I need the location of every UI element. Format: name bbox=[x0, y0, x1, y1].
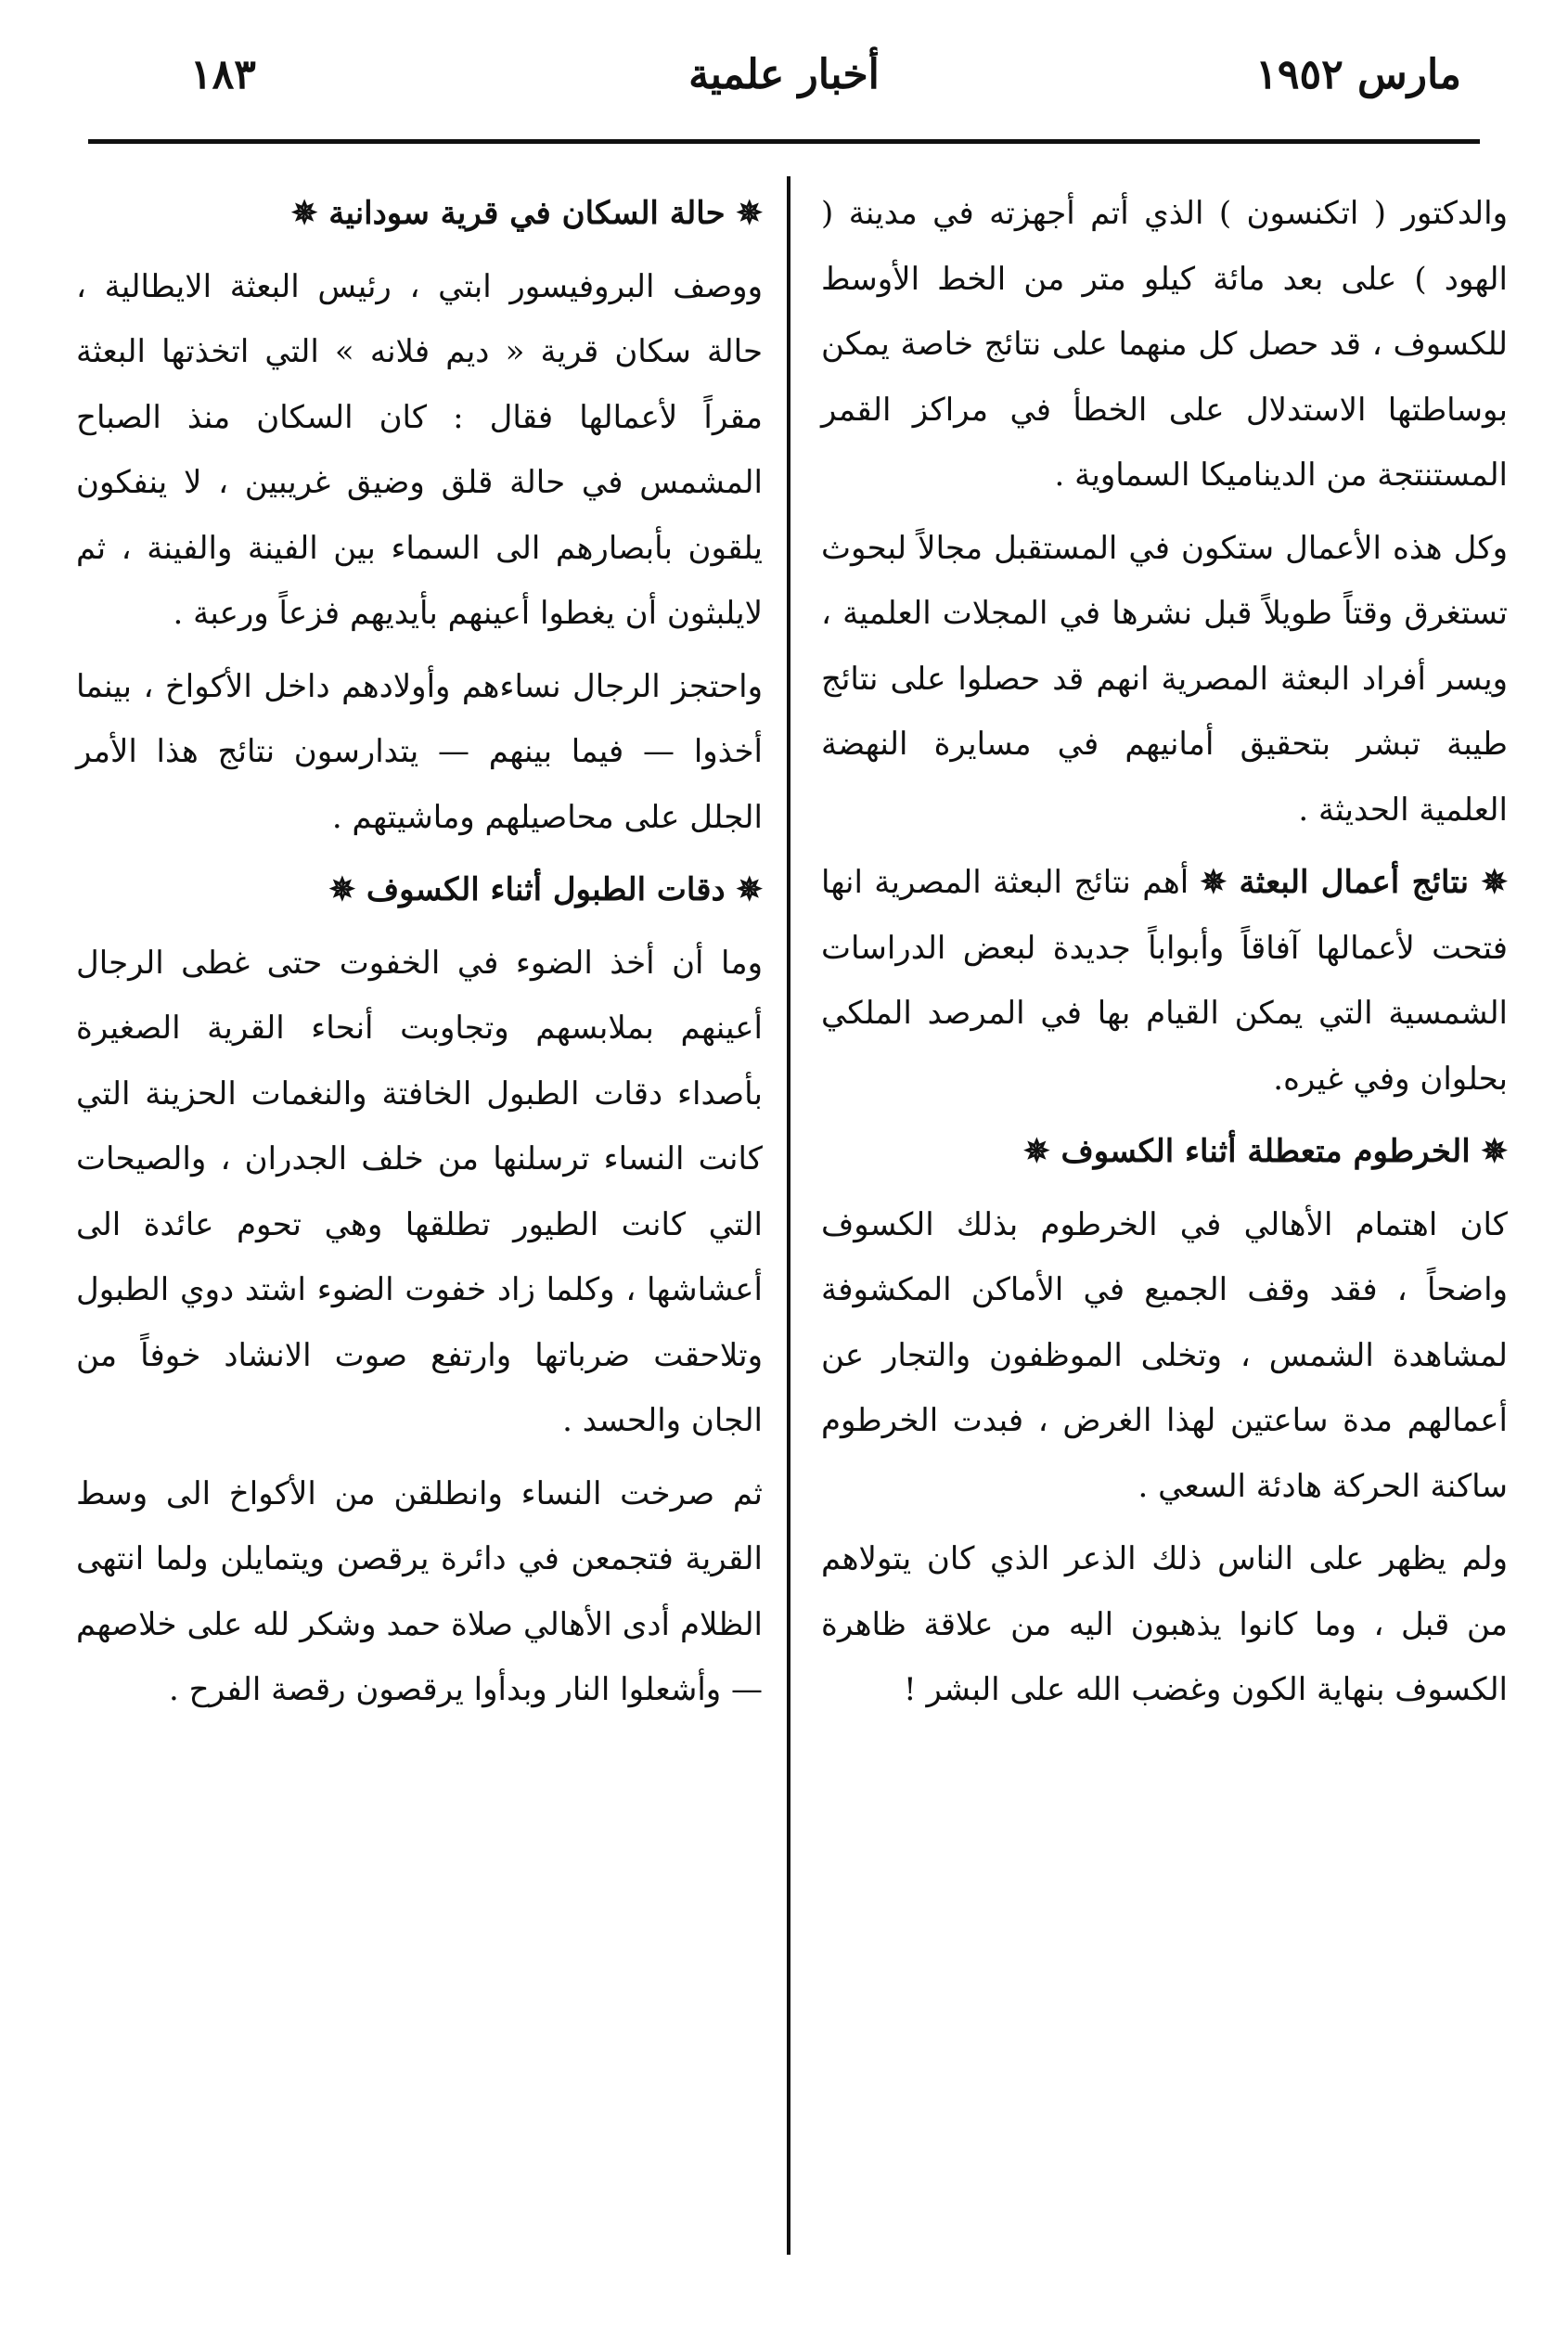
paragraph: ووصف البروفيسور ابتي ، رئيس البعثة الايطالية ، حالة سكان قرية « ديم فلانه » التي اتخذتها البعثة مقراً لأعمالها فقال : كان السكان منذ الصباح المشمس في حالة قلق وضيق غريبين ، لا ينفكون يلقون بأبصارهم الى السماء بين الفينة والفينة ، ثم لايلبثون أن يغطوا أعينهم بأيديهم فزعاً ورعبة . bbox=[76, 267, 763, 632]
page-number: ١٨٣ bbox=[190, 51, 256, 98]
section-heading: ✵ حالة السكان في قرية سودانية ✵ bbox=[290, 195, 763, 232]
section-heading: ✵ الخرطوم متعطلة أثناء الكسوف ✵ bbox=[1023, 1133, 1508, 1170]
paragraph: وكل هذه الأعمال ستكون في المستقبل مجالاً لبحوث تستغرق وقتاً طويلاً قبل نشرها في المجلات العلمية ، ويسر أفراد البعثة المصرية انهم قد حصلوا على نتائج طيبة تبشر بتحقيق أمانيهم في مسايرة النهضة العلمية الحديثة . bbox=[821, 529, 1508, 829]
right-column bbox=[821, 181, 1508, 1730]
section-heading: ✵ دقات الطبول أثناء الكسوف ✵ bbox=[328, 871, 763, 908]
paragraph-text: أهم نتائج البعثة المصرية انها فتحت لأعمالها آفاقاً وأبواباً جديدة لبعض الدراسات الشمسية التي يمكن القيام بها في المرصد الملكي بحلوان وفي غيره. bbox=[821, 864, 1508, 1098]
paragraph: ولم يظهر على الناس ذلك الذعر الذي كان يتولاهم من قبل ، وما كانوا يذهبون اليه من علاقة ظاهرة الكسوف بنهاية الكون وغضب الله على البشر ! bbox=[821, 1540, 1508, 1708]
paragraph-with-heading bbox=[821, 850, 1508, 1112]
header-rule bbox=[88, 139, 1480, 144]
paragraph: ثم صرخت النساء وانطلقن من الأكواخ الى وسط القرية فتجمعن في دائرة يرقصن ويتمايلن ولما انتهى الظلام أدى الأهالي صلاة حمد وشكر لله على خلاصهم — وأشعلوا النار وبدأوا يرقصون رقصة الفرح . bbox=[76, 1474, 763, 1708]
paragraph: واحتجز الرجال نساءهم وأولادهم داخل الأكواخ ، بينما أخذوا — فيما بينهم — يتدارسون نتائج هذا الأمر الجلل على محاصيلهم وماشيتهم . bbox=[76, 667, 763, 836]
left-column bbox=[76, 181, 763, 1730]
paragraph: كان اهتمام الأهالي في الخرطوم بذلك الكسوف واضحاً ، فقد وقف الجميع في الأماكن المكشوفة لمشاهدة الشمس ، وتخلى الموظفون والتجار عن أعمالهم مدة ساعتين لهذا الغرض ، فبدت الخرطوم ساكنة الحركة هادئة السعي . bbox=[821, 1205, 1508, 1505]
section-heading: ✵ نتائج أعمال البعثة ✵ bbox=[1200, 864, 1508, 901]
paragraph: وما أن أخذ الضوء في الخفوت حتى غطى الرجال أعينهم بملابسهم وتجاوبت أنحاء القرية الصغيرة بأصداء دقات الطبول الخافتة والنغمات الحزينة التي كانت النساء ترسلنها من خلف الجدران ، والصيحات التي كانت الطيور تطلقها وهي تحوم عائدة الى أعشاشها ، وكلما زاد خفوت الضوء اشتد دوي الطبول وتلاحقت ضرباتها وارتفع صوت الانشاد خوفاً من الجان والحسد . bbox=[76, 944, 763, 1439]
issue-date: مارس ١٩٥٢ bbox=[1255, 51, 1461, 98]
page-header bbox=[88, 51, 1480, 135]
paragraph: والدكتور ( اتكنسون ) الذي أتم أجهزته في مدينة ( الهود ) على بعد مائة كيلو متر من الخط الأوسط للكسوف ، قد حصل كل منهما على نتائج خاصة يمكن بوساطتها الاستدلال على الخطأ في مراكز القمر المستنتجة من الديناميكا السماوية . bbox=[821, 195, 1508, 494]
section-title: أخبار علمية bbox=[688, 51, 880, 98]
column-divider bbox=[787, 176, 790, 2255]
